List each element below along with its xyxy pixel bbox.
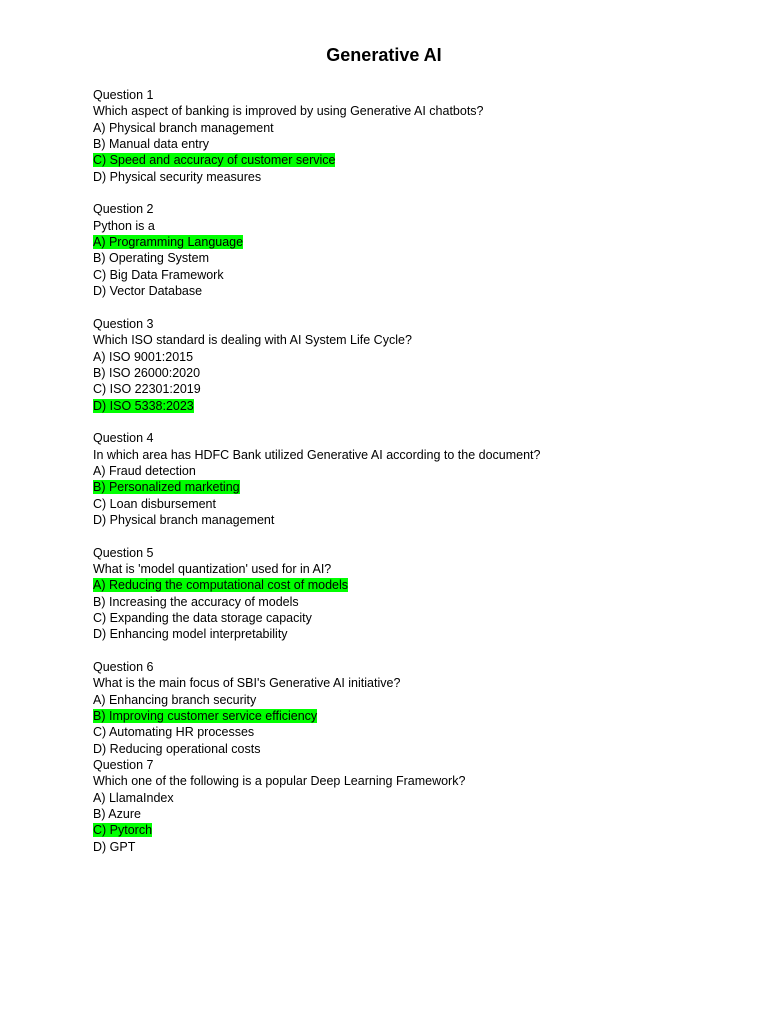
option-label: B) Azure [93,807,141,822]
option-a [93,463,713,479]
option-label: A) Enhancing branch security [93,692,257,707]
spacer [93,414,713,430]
question-text: What is the main focus of SBI's Generative AI initiative? [93,676,401,691]
option-label: D) Vector Database [93,284,203,299]
spacer [93,528,713,544]
question-heading: Question 2 [93,202,154,217]
question-heading: Question 7 [93,758,154,773]
option-c [93,724,713,740]
highlighted-answer: D) ISO 5338:2023 [93,398,194,413]
option-label: D) Physical security measures [93,169,262,184]
spacer [93,299,713,315]
option-c-correct [93,822,713,838]
option-label: B) ISO 26000:2020 [93,365,201,380]
question-block [93,545,713,643]
option-d [93,839,713,855]
question-text: Which one of the following is a popular Deep Learning Framework? [93,774,466,789]
question-heading: Question 1 [93,88,154,102]
option-label: A) Physical branch management [93,120,274,135]
option-label: D) Reducing operational costs [93,741,261,756]
question-heading: Question 5 [93,545,154,560]
option-a-correct [93,577,713,593]
option-label: A) LlamaIndex [93,790,174,805]
option-b-correct [93,708,713,724]
option-label: C) Automating HR processes [93,725,255,740]
highlighted-answer: B) Improving customer service efficiency [93,709,318,724]
option-d-correct [93,398,713,414]
option-c [93,610,713,626]
question-block [93,757,713,855]
spacer [93,643,713,659]
option-a [93,692,713,708]
option-label: C) Expanding the data storage capacity [93,611,312,625]
question-heading: Question 4 [93,431,154,446]
question-block [93,87,713,185]
option-label: B) Operating System [93,251,210,266]
question-text: In which area has HDFC Bank utilized Generative AI according to the document? [93,447,541,462]
question-heading: Question 3 [93,316,154,331]
highlighted-answer: A) Reducing the computational cost of models [93,578,348,593]
spacer [93,185,713,201]
document-title: Generative AI [326,45,442,65]
option-d [93,169,713,185]
question-text: Which aspect of banking is improved by using Generative AI chatbots? [93,104,484,119]
option-a [93,120,713,136]
highlighted-answer: A) Programming Language [93,235,244,250]
option-b [93,365,713,381]
option-d [93,283,713,299]
option-a [93,349,713,365]
option-c [93,267,713,283]
question-block [93,201,713,299]
question-text: Python is a [93,218,155,233]
question-text: What is 'model quantization' used for in AI? [93,561,332,576]
option-d [93,512,713,528]
quiz-content [93,87,713,855]
option-d [93,741,713,757]
question-heading: Question 6 [93,660,154,675]
option-b [93,136,713,152]
question-text: Which ISO standard is dealing with AI System Life Cycle? [93,333,412,348]
option-label: A) Fraud detection [93,463,196,478]
option-b [93,250,713,266]
option-c [93,496,713,512]
option-c [93,381,713,397]
option-label: D) Enhancing model interpretability [93,627,288,642]
option-d [93,626,713,642]
option-label: B) Manual data entry [93,137,210,152]
option-a-correct [93,234,713,250]
option-label: C) ISO 22301:2019 [93,382,201,397]
option-b [93,806,713,822]
option-label: A) ISO 9001:2015 [93,349,194,364]
option-b [93,594,713,610]
option-a [93,790,713,806]
highlighted-answer: C) Speed and accuracy of customer service [93,153,336,168]
question-block [93,316,713,414]
option-label: B) Increasing the accuracy of models [93,594,299,609]
question-block [93,430,713,528]
highlighted-answer: C) Pytorch [93,823,153,838]
highlighted-answer: B) Personalized marketing [93,480,240,495]
option-b-correct [93,479,713,495]
question-block [93,659,713,757]
option-label: C) Loan disbursement [93,496,216,511]
option-label: D) GPT [93,839,136,854]
option-c-correct [93,152,713,168]
option-label: D) Physical branch management [93,512,275,527]
option-label: C) Big Data Framework [93,267,224,282]
